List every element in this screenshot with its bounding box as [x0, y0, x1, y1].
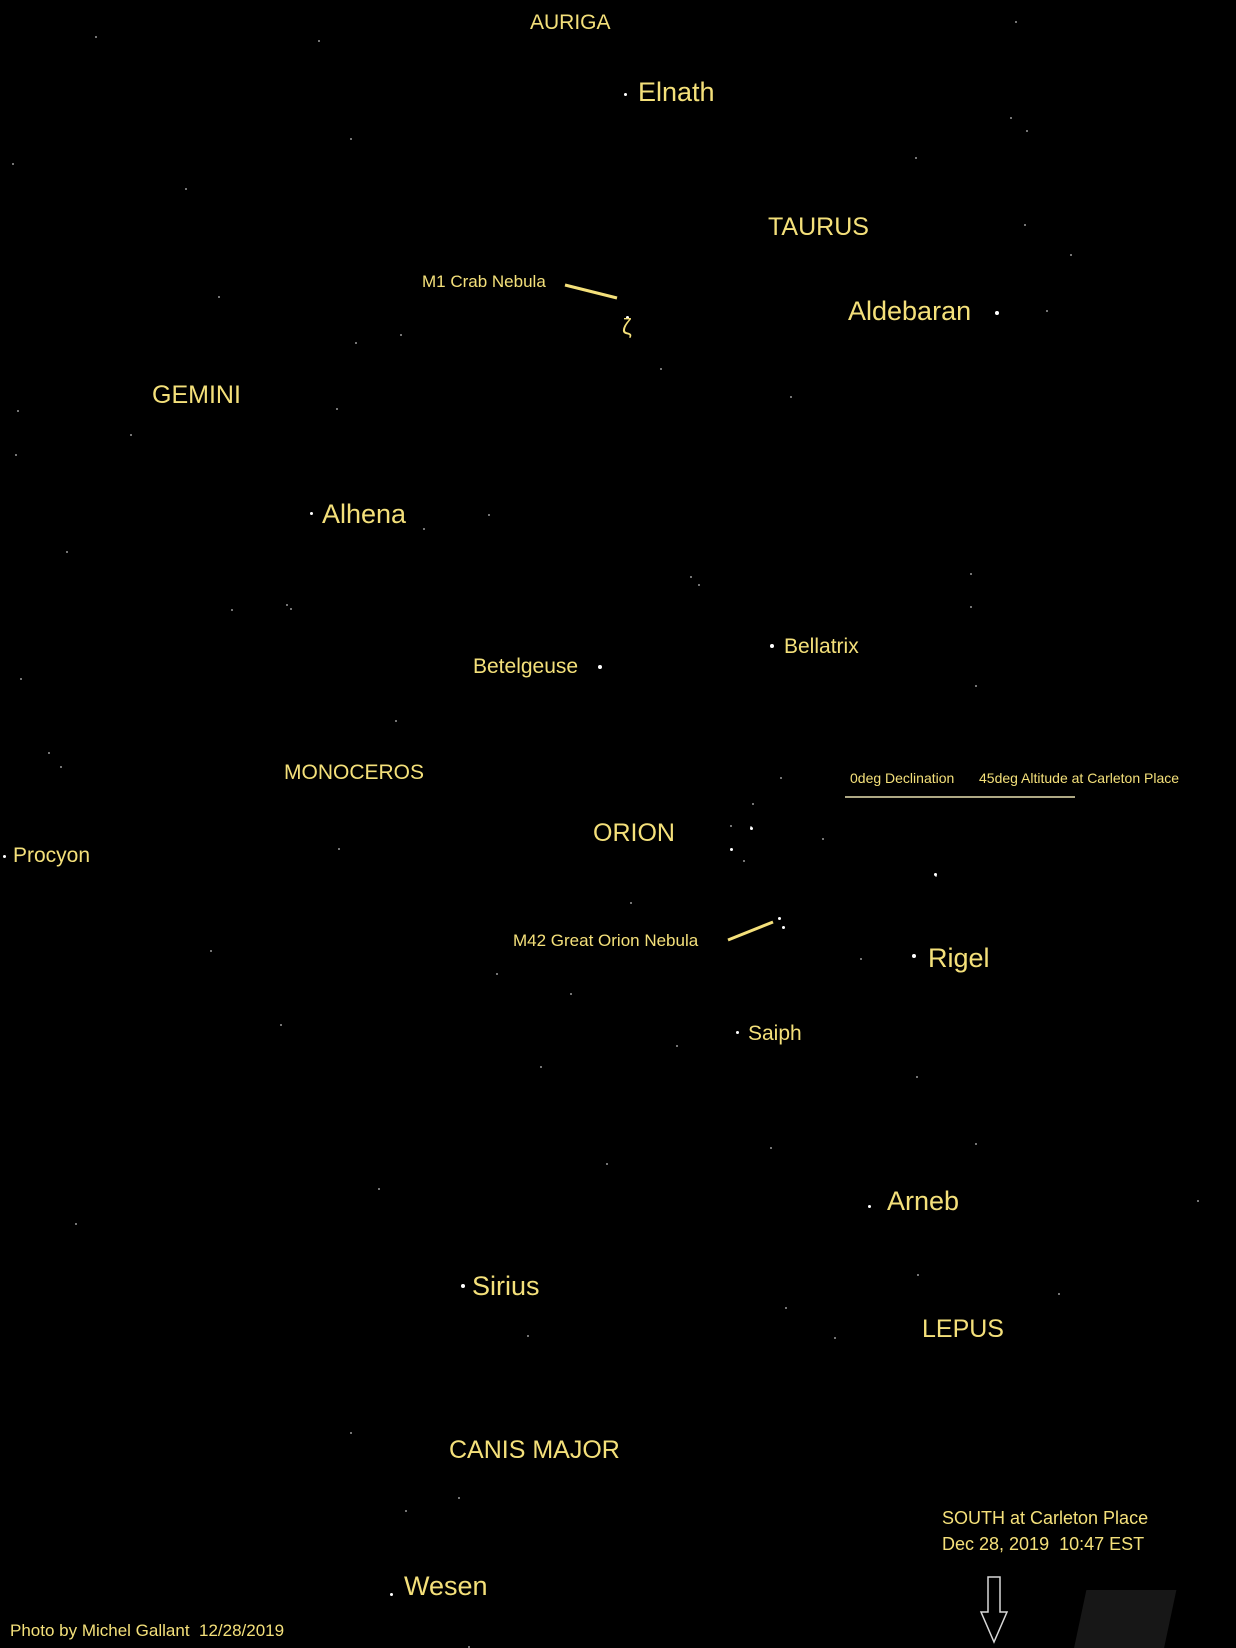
procyon-label: Procyon [13, 844, 91, 867]
foreground-structure [1074, 1590, 1177, 1648]
m42-label: M42 Great Orion Nebula [513, 931, 699, 950]
alhena-label: Alhena [322, 499, 407, 529]
canis-major-label: CANIS MAJOR [449, 1436, 620, 1464]
photo-credit: Photo by Michel Gallant 12/28/2019 [10, 1621, 285, 1640]
aldebaran-label: Aldebaran [848, 296, 972, 326]
m42-pointer-line [728, 922, 773, 940]
south-arrow-icon [981, 1577, 1007, 1642]
auriga-label: AURIGA [530, 11, 611, 34]
gemini-label: GEMINI [152, 381, 241, 409]
m1-crab-nebula-label: M1 Crab Nebula [422, 272, 546, 291]
monoceros-label: MONOCEROS [284, 761, 425, 784]
sirius-label: Sirius [472, 1271, 540, 1301]
rigel-label: Rigel [928, 943, 990, 973]
zeta-label: ζ [622, 314, 632, 339]
orion-label: ORION [593, 819, 675, 847]
wesen-label: Wesen [404, 1571, 488, 1601]
taurus-label: TAURUS [768, 213, 869, 241]
lepus-label: LEPUS [922, 1315, 1004, 1343]
date-time-label: Dec 28, 2019 10:47 EST [942, 1534, 1145, 1554]
arneb-label: Arneb [887, 1186, 960, 1216]
saiph-label: Saiph [748, 1022, 802, 1045]
m1-pointer-line [565, 285, 617, 298]
altitude-label: 45deg Altitude at Carleton Place [979, 770, 1180, 786]
elnath-label: Elnath [638, 77, 715, 107]
bellatrix-label: Bellatrix [784, 635, 859, 658]
south-direction-label: SOUTH at Carleton Place [942, 1508, 1149, 1528]
betelgeuse-label: Betelgeuse [473, 655, 579, 678]
declination-label: 0deg Declination [850, 770, 955, 786]
